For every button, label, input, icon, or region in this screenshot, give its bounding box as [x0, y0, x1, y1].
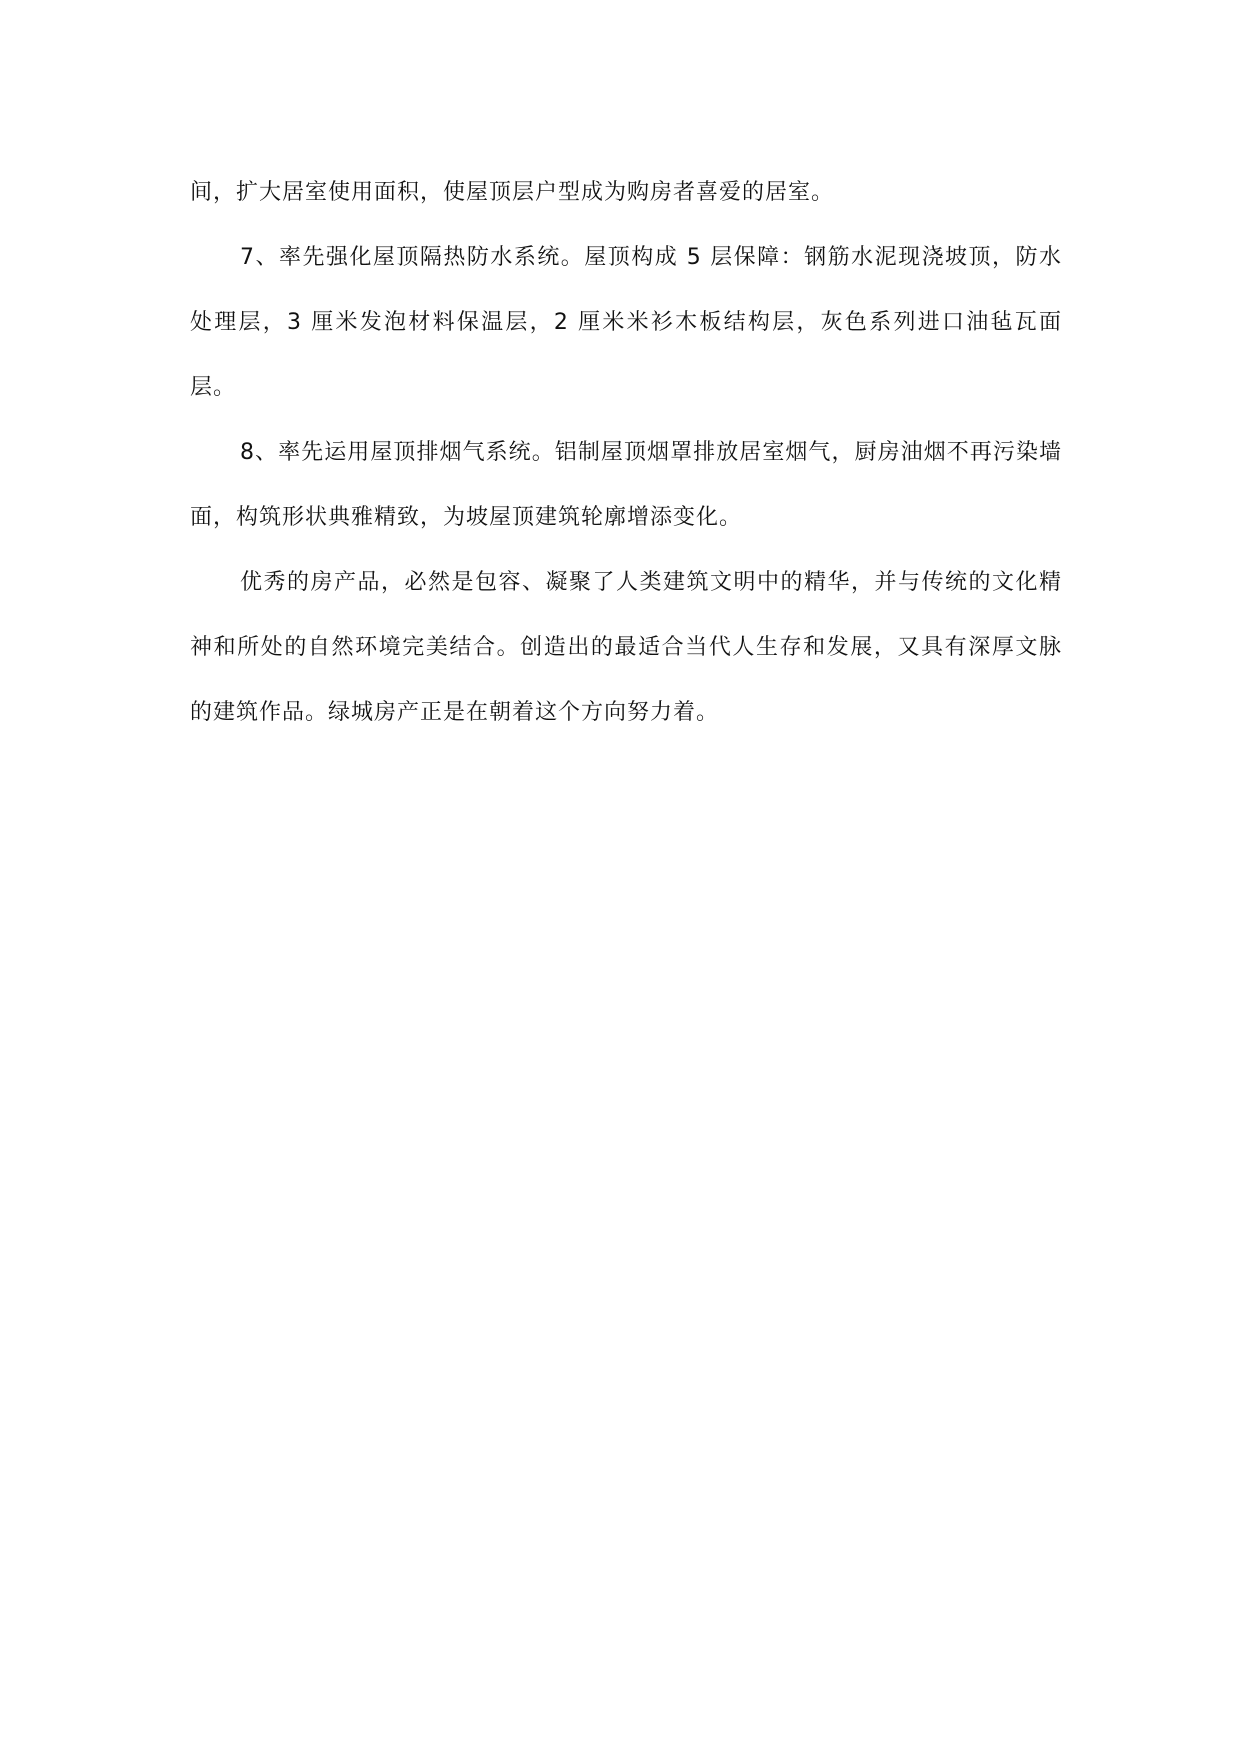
paragraph-item-7: 7、率先强化屋顶隔热防水系统。屋顶构成 5 层保障：钢筋水泥现浇坡顶，防水处理层，3 厘米发泡材料保温层，2 厘米米衫木板结构层，灰色系列进口油毡瓦面层。: [190, 245, 1062, 400]
paragraph-continuation: 间，扩大居室使用面积，使屋顶层户型成为购房者喜爱的居室。: [190, 180, 835, 205]
paragraph-item-8: 8、率先运用屋顶排烟气系统。铝制屋顶烟罩排放居室烟气，厨房油烟不再污染墙面，构筑形状典雅精致，为坡屋顶建筑轮廓增添变化。: [190, 440, 1062, 530]
document-body: [190, 160, 1062, 745]
paragraph-conclusion: 优秀的房产品，必然是包容、凝聚了人类建筑文明中的精华，并与传统的文化精神和所处的自然环境完美结合。创造出的最适合当代人生存和发展，又具有深厚文脉的建筑作品。绿城房产正是在朝着这个方向努力着。: [190, 570, 1062, 725]
